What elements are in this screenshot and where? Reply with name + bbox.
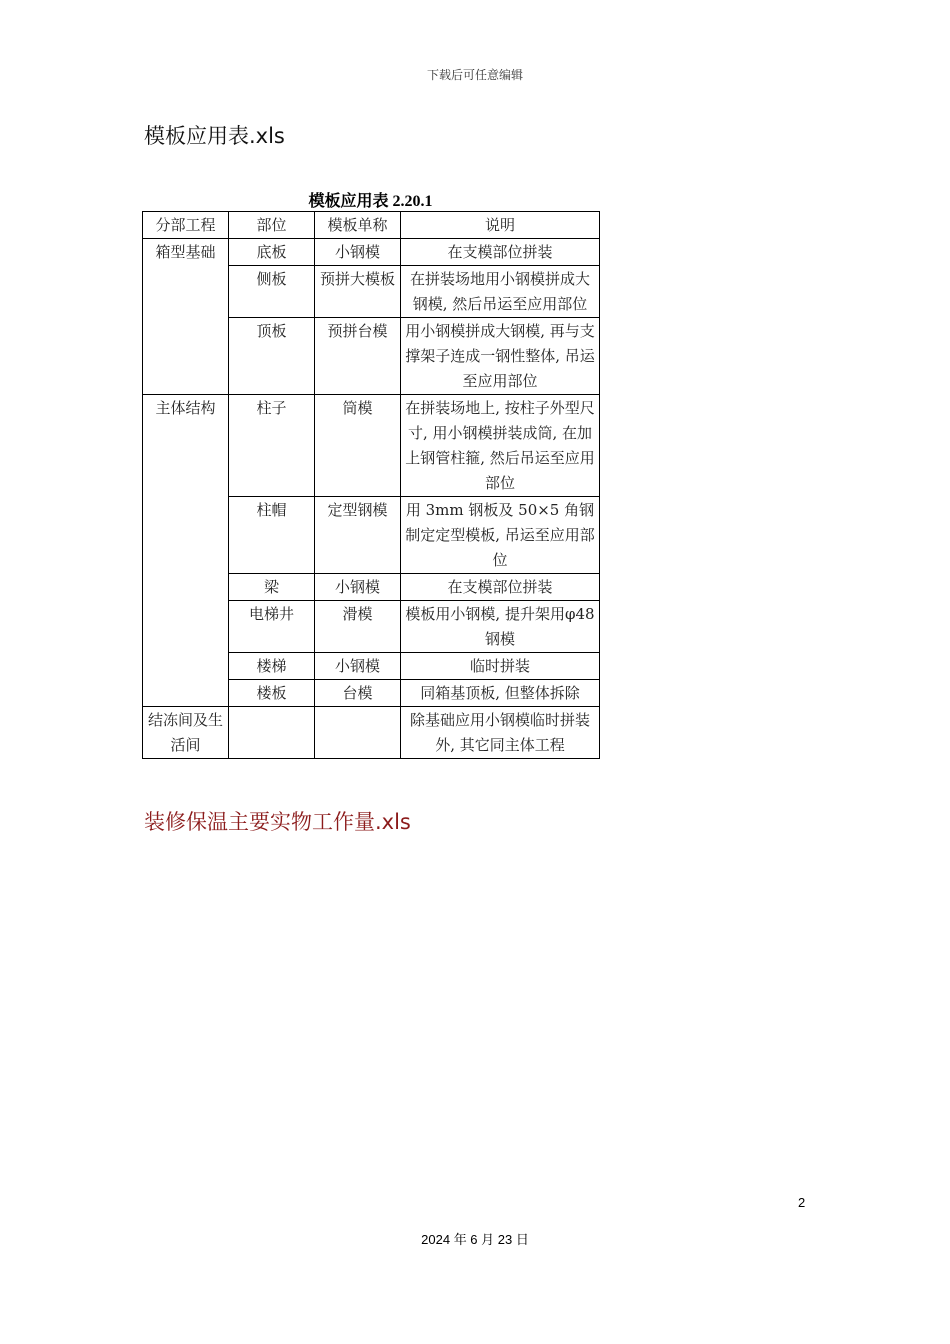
- template-cell: 台模: [315, 680, 401, 707]
- part-cell: 电梯井: [229, 601, 315, 653]
- template-cell: 小钢模: [315, 239, 401, 266]
- header-note: 下载后可任意编辑: [426, 68, 523, 82]
- table-caption: 模板应用表 2.20.1: [308, 193, 433, 210]
- template-cell: 预拼台模: [315, 318, 401, 395]
- description-cell: 用 3mm 钢板及 50×5 角钢制定定型模板, 吊运至应用部位: [401, 497, 600, 574]
- header-cell-template: 模板单称: [315, 212, 401, 239]
- template-cell: [315, 707, 401, 759]
- part-cell: 柱子: [229, 395, 315, 497]
- part-cell: 底板: [229, 239, 315, 266]
- group-cell: 箱型基础: [143, 239, 229, 395]
- description-cell: 模板用小钢模, 提升架用φ48 钢模: [401, 601, 600, 653]
- part-cell: 楼梯: [229, 653, 315, 680]
- table-header-row: [143, 212, 600, 239]
- table-row: [143, 707, 600, 759]
- description-cell: 用小钢模拼成大钢模, 再与支撑架子连成一钢性整体, 吊运至应用部位: [401, 318, 600, 395]
- description-cell: 同箱基顶板, 但整体拆除: [401, 680, 600, 707]
- description-cell: 临时拼装: [401, 653, 600, 680]
- section-title-template-table[interactable]: 模板应用表.xls: [144, 124, 285, 148]
- part-cell: 顶板: [229, 318, 315, 395]
- description-cell: 在拼装场地上, 按柱子外型尺寸, 用小钢模拼装成筒, 在加上钢管柱箍, 然后吊运至应用部位: [401, 395, 600, 497]
- page-number: 2: [798, 1195, 806, 1210]
- description-cell: 在拼装场地用小钢模拼成大钢模, 然后吊运至应用部位: [401, 266, 600, 318]
- part-cell: 梁: [229, 574, 315, 601]
- template-cell: 筒模: [315, 395, 401, 497]
- template-cell: 小钢模: [315, 653, 401, 680]
- table-row: [143, 395, 600, 497]
- description-cell: 在支模部位拼装: [401, 239, 600, 266]
- part-cell: [229, 707, 315, 759]
- footer-date: 2024 年 6 月 23 日: [421, 1232, 529, 1247]
- table-row: [143, 239, 600, 266]
- header-cell-part: 部位: [229, 212, 315, 239]
- header-cell-division: 分部工程: [143, 212, 229, 239]
- template-cell: 滑模: [315, 601, 401, 653]
- description-cell: 在支模部位拼装: [401, 574, 600, 601]
- template-cell: 小钢模: [315, 574, 401, 601]
- part-cell: 楼板: [229, 680, 315, 707]
- part-cell: 侧板: [229, 266, 315, 318]
- group-cell: 主体结构: [143, 395, 229, 707]
- header-cell-description: 说明: [401, 212, 600, 239]
- group-cell: 结冻间及生活间: [143, 707, 229, 759]
- template-cell: 定型钢模: [315, 497, 401, 574]
- part-cell: 柱帽: [229, 497, 315, 574]
- description-cell: 除基础应用小钢模临时拼装外, 其它同主体工程: [401, 707, 600, 759]
- section-title-decoration-insulation[interactable]: 装修保温主要实物工作量.xls: [144, 810, 411, 834]
- template-application-table: [142, 211, 600, 759]
- template-cell: 预拼大模板: [315, 266, 401, 318]
